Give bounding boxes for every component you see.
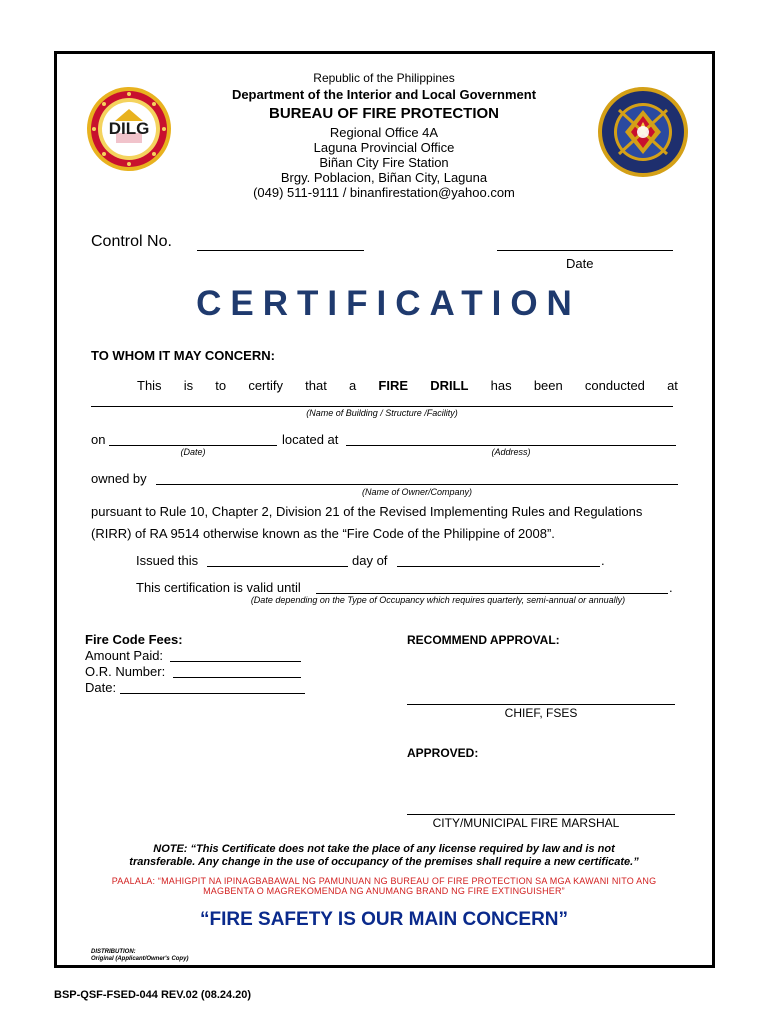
certify-line — [137, 378, 678, 393]
control-no-field[interactable] — [197, 250, 364, 251]
issued-period: . — [601, 553, 605, 568]
valid-period: . — [669, 580, 673, 595]
note-line-1: NOTE: “This Certificate does not take the place of any license required by law and is not — [153, 843, 615, 855]
note-line-2: transferable. Any change in the use of occupancy of the premises shall require a new certificate.” — [129, 856, 639, 868]
chief-signature-line[interactable] — [407, 704, 675, 705]
amount-paid-label: Amount Paid: — [85, 648, 164, 663]
word: to — [215, 378, 227, 393]
fees-title: Fire Code Fees: — [85, 632, 183, 647]
issued-day-field[interactable] — [207, 566, 348, 567]
word: has — [490, 378, 512, 393]
owner-field[interactable] — [156, 484, 678, 485]
issued-month-field[interactable] — [397, 566, 600, 567]
paalala-line-2: MAGBENTA O MAGREKOMENDA NG ANUMANG BRAND NG FIRE EXTINGUISHER” — [203, 886, 565, 896]
building-name-field[interactable] — [91, 406, 673, 407]
drill-date-field[interactable] — [109, 445, 277, 446]
marshal-title: CITY/MUNICIPAL FIRE MARSHAL — [432, 816, 620, 830]
header-address: Brgy. Poblacion, Biñan City, Laguna — [280, 170, 488, 185]
located-label: located at — [282, 432, 339, 447]
distribution-original: Original (Applicant/Owner's Copy) — [91, 956, 189, 962]
word: at — [667, 378, 678, 393]
certificate-title: CERTIFICATION — [196, 284, 581, 323]
word: certify — [248, 378, 283, 393]
control-no-label: Control No. — [91, 233, 172, 250]
header-station: Biñan City Fire Station — [319, 155, 449, 170]
word: been — [533, 378, 563, 393]
slogan: “FIRE SAFETY IS OUR MAIN CONCERN” — [199, 909, 569, 930]
on-label: on — [91, 432, 106, 447]
form-code: BSP-QSF-FSED-044 REV.02 (08.24.20) — [54, 989, 252, 1001]
address-caption: (Address) — [491, 447, 531, 457]
owner-caption: (Name of Owner/Company) — [361, 487, 473, 497]
paalala-line-1: PAALALA: “MAHIGPIT NA IPINAGBABAWAL NG PAMUNUAN NG BUREAU OF FIRE PROTECTION SA MGA KAWANI NITO ANG — [111, 876, 657, 886]
day-of-label: day of — [352, 553, 388, 568]
valid-caption: (Date depending on the Type of Occupancy which requires quarterly, semi-annual or annually) — [250, 595, 626, 605]
or-number-field[interactable] — [173, 677, 301, 678]
amount-paid-field[interactable] — [170, 661, 301, 662]
word: This — [137, 378, 162, 393]
header-contact: (049) 511-9111 / binanfirestation@yahoo.com — [253, 185, 515, 200]
marshal-signature-line[interactable] — [407, 814, 675, 815]
word: is — [183, 378, 194, 393]
valid-until-field[interactable] — [316, 593, 668, 594]
pursuant-line-1: pursuant to Rule 10, Chapter 2, Division 21 of the Revised Implementing Rules and Regulations — [91, 504, 643, 519]
date-caption: (Date) — [180, 447, 206, 457]
header-bureau: BUREAU OF FIRE PROTECTION — [268, 105, 499, 122]
recommend-approval-label: RECOMMEND APPROVAL: — [407, 633, 560, 647]
date-label: Date — [566, 256, 594, 271]
fees-date-label: Date: — [85, 680, 117, 695]
header-department: Department of the Interior and Local Government — [231, 87, 537, 102]
issued-label: Issued this — [136, 553, 199, 568]
salutation: TO WHOM IT MAY CONCERN: — [91, 348, 275, 363]
chief-title: CHIEF, FSES — [504, 706, 578, 720]
header-provincial-office: Laguna Provincial Office — [313, 140, 455, 155]
word: a — [349, 378, 357, 393]
fees-date-field[interactable] — [120, 693, 305, 694]
header-regional-office: Regional Office 4A — [329, 125, 439, 140]
distribution-label: DISTRIBUTION: — [91, 949, 136, 955]
address-field[interactable] — [346, 445, 676, 446]
header-republic: Republic of the Philippines — [313, 71, 455, 85]
word: conducted — [584, 378, 645, 393]
word: that — [305, 378, 327, 393]
or-number-label: O.R. Number: — [85, 664, 166, 679]
date-field[interactable] — [497, 250, 673, 251]
drill-word: DRILL — [430, 378, 469, 393]
dilg-logo-text: DILG — [108, 119, 150, 138]
pursuant-line-2: (RIRR) of RA 9514 otherwise known as the “Fire Code of the Philippine of 2008”. — [91, 526, 555, 541]
owned-label: owned by — [91, 471, 147, 486]
building-caption: (Name of Building / Structure /Facility) — [306, 408, 458, 418]
fire-word: FIRE — [378, 378, 409, 393]
approved-label: APPROVED: — [407, 746, 479, 760]
valid-until-label: This certification is valid until — [136, 580, 301, 595]
